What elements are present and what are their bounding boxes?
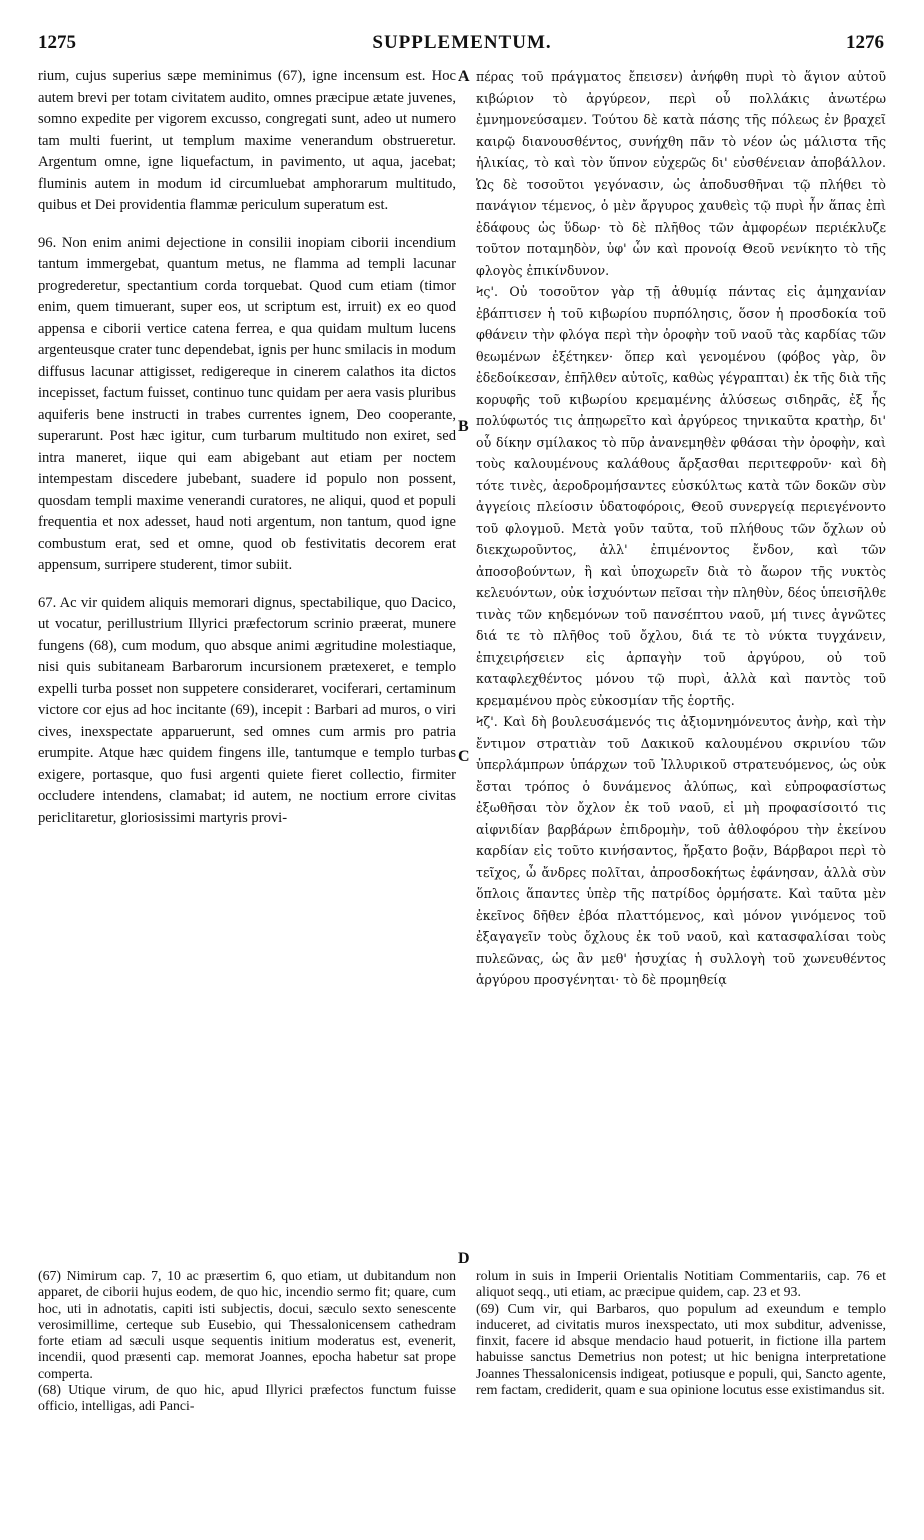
- footnote-68: (68) Utique virum, de quo hic, apud Illyrici præfectos functum fuisse officio, intelligas, adi Panci-: [38, 1382, 456, 1414]
- greek-paragraph-1: πέρας τοῦ πράγματος ἔπεισεν) ἀνήφθη πυρὶ τὸ ἅγιον αὐτοῦ κιβώριον τὸ ἀργύρεον, περὶ οὗ πολλάκις ἀνωτέρω ἐμνημονεύσαμεν. Τούτου δὲ κατὰ πάσης τῆς πόλεως ἐν βραχεῖ καιρῷ διανουσθέντος, συνήχθη πᾶν τὸ νέον ὡς μάλιστα τῆς ἡλικίας, τὸ καὶ τὸν ὕπνον εὐχερῶς δι' εὐσθένειαν ἀποβάλλον. Ὡς δὲ τοσοῦτοι γεγόνασιν, ὡς ἀποδυσθῆναι τῷ πλήθει τὸ πανάγιον τέμενος, ὁ μὲν ἄργυρος χαυθεὶς τῷ πυρὶ ἦν ἅπας ἐπὶ ἐδάφους ὡς ὕδωρ· τὸ δὲ πλῆθος τῶν ἀμφορέων περιέκλυζε τοῦτον ποταμηδὸν, ὑφ' ὧν καὶ προνοίᾳ Θεοῦ νενίκητο τὸ τῆς φλογὸς ἐπικίνδυνον.: [476, 69, 886, 278]
- footnote-67: (67) Nimirum cap. 7, 10 ac præsertim 6, quo etiam, ut dubitandum non apparet, de ciborii hujus eodem, de quo hic, incendio sermo fit; quare, cum hoc, uti in adnotatis, capiti isti subjectis, docui, sæculo sexto senescente verosimillime, certeque sub Eusebio, qui Thessalonicensem cathedram forte etiam ad sæculi usque sequentis initium moderatus est, evenerit, incendii, quod præsenti cap. memorat Joannes, epocha habetur sat prope comperta.: [38, 1268, 456, 1381]
- latin-column: [38, 66, 456, 829]
- margin-marker-c: C: [458, 748, 470, 765]
- greek-column: [476, 66, 886, 991]
- latin-paragraph-1: rium, cujus superius sæpe meminimus (67), igne incensum est. Hoc autem brevi per totam civitatem audito, omnes præcipue ætate juvenes, somno expedite per vigorem excusso, congregati sunt, adeo ut numero tam multi fuerint, ut templum maxime venerandum obstrueretur. Argentum omne, igne liquefactum, in pavimento, ut aqua, jacebat; fluminis autem in modum id circumluebat amphorarum multitudo, quibus et Dei providentia flammæ periculum superatum est.: [38, 68, 456, 213]
- margin-marker-b: B: [458, 418, 469, 435]
- footnote-69: (69) Cum vir, qui Barbaros, quo populum ad exeundum e templo induceret, ad civitatis muros inexspectato, uti mox subditur, advenisse, finxit, facere id absque mendacio haud potuerit, in fictione illa partem habuisse sanctus Demetrius non potest; ut hic benigna interpretatione Joannes Thessalonicensis indigeat, potiusque e populi, qui, Sancto agente, rem factam, crediderit, quam e sua opinione locutus esse existimandus sit.: [476, 1300, 886, 1398]
- right-page-number: 1276: [846, 32, 884, 53]
- greek-paragraph-3: Ϟζ'. Καὶ δὴ βουλευσάμενός τις ἀξιομνημόνευτος ἀνὴρ, καὶ τὴν ἔντιμον στρατιὰν τοῦ Δακικοῦ καλουμένου σκρινίου τῶν ὑπερλάμπρων ὑπάρχων τοῦ Ἰλλυρικοῦ στρατευόμενος, ὡς οὐκ ἔσται τρόπος ὁ δυνάμενος ἀλύπως, καὶ εὐπροφασίστως ἐξωθῆσαι τὸν ὄχλον ἐκ τοῦ ναοῦ, εἰ μὴ προφασίσοιτό τις αἰφνιδίαν βαρβάρων ἐπιδρομὴν, τοῦ ἀθλοφόρου τὴν ἐκείνου καρδίαν εἰς τοῦτο κινήσαντος, ἤρξατο βοᾷν, Βάρβαροι περὶ τὸ τεῖχος, ὦ ἄνδρες πολῖται, ἀπροσδοκήτως ἐφάνησαν, ἀλλὰ σὺν ὅπλοις ἅπαντες ὑπὲρ τῆς πατρίδος ὁρμήσατε. Καὶ ταῦτα μὲν ἐκεῖνος δῆθεν ἐβόα πλαττόμενος, καὶ μόνον γινόμενος τοῦ ἐξαγαγεῖν τοὺς ὄχλους ἐκ τοῦ ναοῦ, καὶ κατασφαλίσαι τοὺς πυλεῶνας, ὡς ἂν μεθ' ἡσυχίας ἡ συλλογὴ τοῦ χωνευθέντος ἀργύρου προσγένηται· τὸ δὲ προμηθείᾳ: [476, 714, 886, 987]
- margin-marker-a: A: [458, 68, 470, 85]
- latin-paragraph-2: 96. Non enim animi dejectione in consilii inopiam ciborii incendium tantum immergebat, quantum metus, ne flamma ad templi lacunar progrederetur, spectantium corda torquebat. Quod cum etiam (timor enim, quem timuerant, super eos, ut scriptum est, irruit) ex eo quod appensa e ciborii vertice catena ferrea, e qua quidam multum lucens argenteusque crater tunc dependebat, ignis per hunc smilacis in modum diffusus lacunar attigisset, redigereque in cinerem calathos ita dictos incepisset, factum fuisset, continuo tunc quidam per aera vasis pluribus aquiferis bene instructi in trabes currentes ignem, Deo cooperante, superarunt. Post hæc igitur, cum turbarum multitudo non exiret, sed intra maneret, iique qui eam abigebant aut etiam per noctem intempestam discedere jubebant, suadere id populo non possent, quosdam templi maxime venerandi curatores, ne aliqui, quod et populi frequentia et nox adesset, haud noti argentum, non tantum, quod igne combustum erat, sed et omne, quod ob festivitatis decorem erat appensum, surripere studerent, timor subiit.: [38, 234, 456, 573]
- running-title: SUPPLEMENTUM.: [372, 32, 552, 53]
- footnote-68-continued: rolum in suis in Imperii Orientalis Notitiam Commentariis, cap. 76 et aliquot seqq., uti etiam, ac præcipue quidem, cap. 23 et 93.: [476, 1268, 886, 1300]
- footnotes-left: [38, 1268, 456, 1415]
- footnotes-right: [476, 1268, 886, 1398]
- latin-paragraph-3: 67. Ac vir quidem aliquis memorari dignus, spectabilique, quo Dacico, ut vocatur, perillustrium Illyrici præfectorum scrinio præerat, munere fungens (68), cum modum, quo absque animi ægritudine molestiaque, nisi quis subitaneam Barbarorum incursionem prætexeret, e templo expelli turba posset non suppetere consideraret, vociferari, certaminum victore cor ejus ad hoc incitante (69), incepit : Barbari ad muros, o viri cives, inexspectate apparuerunt, sed omnes cum armis pro patria erumpite. Atque hæc quidem fingens ille, tantumque e templo turbas exigere, portasque, quo fusi argenti quiete fieret collectio, firmiter occludere intendens, clamabat; id autem, ne noctium errore civitas periclitaretur, gloriosissimi martyris provi-: [38, 594, 456, 826]
- margin-marker-d: D: [458, 1250, 470, 1267]
- greek-paragraph-2: Ϟς'. Οὐ τοσοῦτον γὰρ τῇ ἀθυμίᾳ πάντας εἰς ἀμηχανίαν ἐβάπτισεν ἡ τοῦ κιβωρίου πυρπόλησις, ὅσον ἡ προσδοκία τοῦ φθάνειν τὴν φλόγα περὶ τὴν ὀροφὴν τοῦ ναοῦ τὰς καρδίας τῶν θεωμένων ἐξέτηκεν· ὅπερ καὶ γενομένου (φόβος γὰρ, ὃν ἐδεδοίκεσαν, ἐπῆλθεν αὐτοῖς, καθὼς γέγραπται) ἐκ τῆς διὰ τῆς κορυφῆς τοῦ κιβωρίου κρεμαμένης ἁλύσεως σιδηρᾶς, ἐξ ἧς πολύφωτός τις ἀπῃωρεῖτο καὶ ἀργύρεος τηνικαῦτα κρατὴρ, δι' οὗ δίκην σμίλακος τὸ πῦρ ἀνανεμηθὲν φθάσαι τὴν ὀροφὴν, καὶ τοὺς καλουμένους καλάθους ἄρξασθαι περιτεφροῦν· καὶ δὴ τότε τινὲς, ἀεροδρομήσαντες εὐσκύλτως κατὰ τῶν δοκῶν σὺν ἀγγείοις πλείοσιν ὑδατοφόροις, Θεοῦ συνεργείᾳ περιεγένοντο τοῦ φλογμοῦ. Μετὰ γοῦν ταῦτα, τοῦ πλήθους τῶν ὄχλων οὐ διεκχωροῦντος, ἀλλ' ἐπιμένοντος ἔνδον, καὶ τῶν ἀποσοβούντων, ἢ καὶ ὑποχωρεῖν διὰ τὸ ἄωρον τῆς νυκτὸς κελευόντων, οὐκ ἰσχυόντων πεῖσαι τὴν πληθὺν, δέος ὑπεισῆλθε τινὰς τῶν κηδεμόνων τοῦ πανσέπτου ναοῦ, μή τινες ἀγνῶτες διά τε τὸ πλῆθος τοῦ ὄχλου, διά τε τὸ νύκτα τυγχάνειν, ἐπιχειρήσειεν εἰς ἁρπαγὴν τοῦ ἀργύρου, οὐ τοῦ καταφλεχθέντος μόνου τῷ πυρὶ, ἀλλὰ καὶ παντὸς τοῦ κρεμαμένου πρὸς εὐκοσμίαν τῆς ἑορτῆς.: [476, 284, 886, 708]
- left-page-number: 1275: [38, 32, 76, 53]
